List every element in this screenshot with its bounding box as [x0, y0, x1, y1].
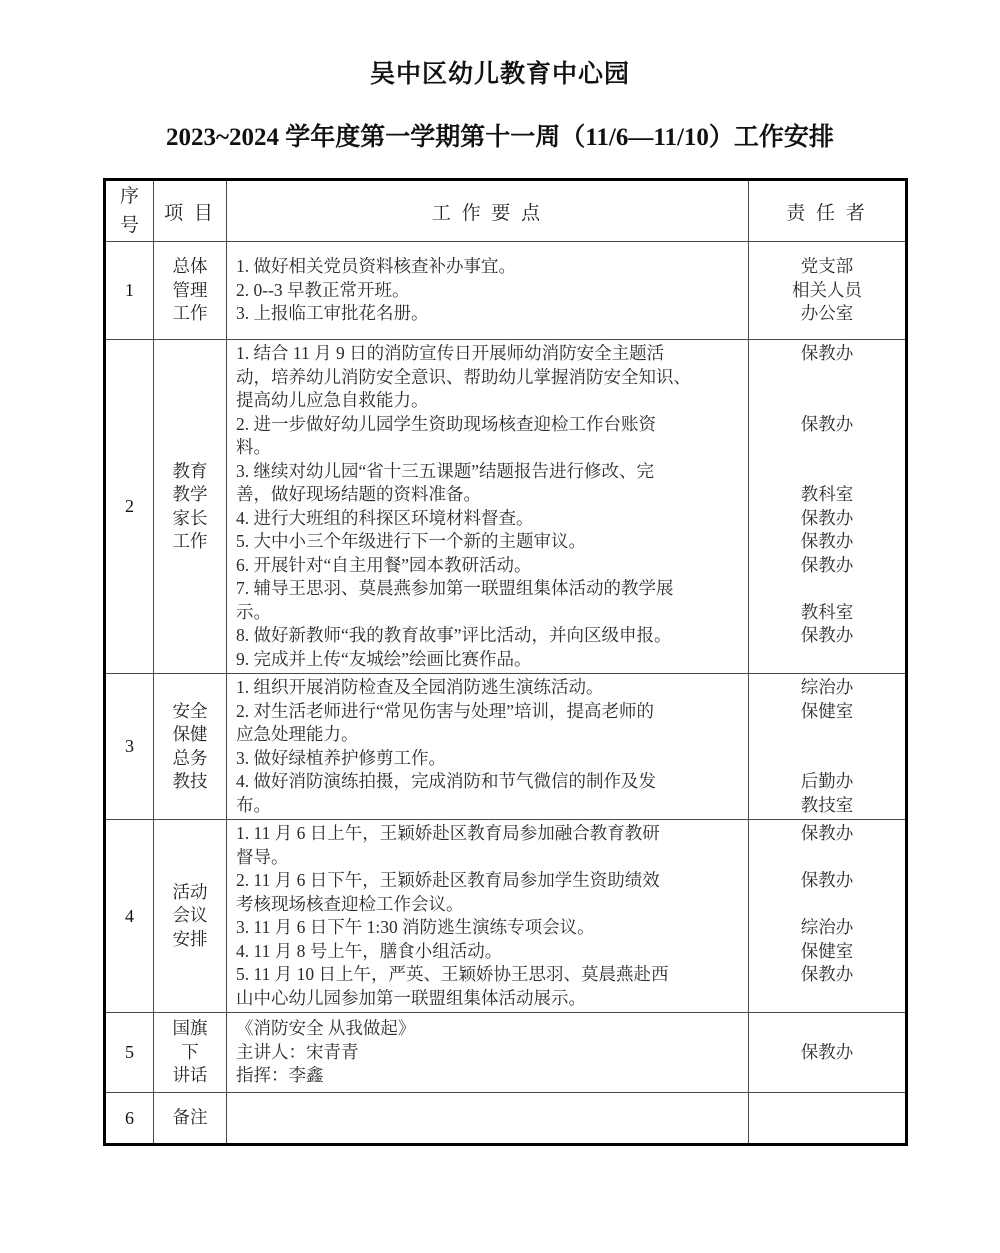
responsible-line: 保教办 — [800, 413, 854, 434]
work-point-line: 《消防安全 从我做起》 — [236, 1018, 416, 1039]
responsible-cell — [749, 674, 907, 820]
responsible-line: 保教办 — [800, 823, 854, 843]
work-point-line: 5. 大中小三个年级进行下一个新的主题审议。 — [236, 531, 586, 551]
responsible-line: 综治办 — [800, 677, 854, 697]
responsible-line — [749, 747, 905, 771]
project-line: 工作 — [172, 303, 208, 324]
header-no — [105, 180, 154, 242]
work-point-line: 布。 — [236, 794, 271, 815]
responsible-line: 保教办 — [800, 554, 854, 575]
table-row — [105, 674, 907, 820]
work-points-cell — [227, 1013, 749, 1093]
table-row — [105, 242, 907, 340]
work-point-line: 3. 上报临工审批花名册。 — [236, 303, 429, 324]
responsible-line — [749, 389, 905, 413]
work-point-line: 山中心幼儿园参加第一联盟组集体活动展示。 — [236, 987, 586, 1008]
responsible-line: 办公室 — [800, 303, 854, 324]
responsible-line — [749, 893, 905, 917]
table-header-row — [105, 180, 907, 242]
responsible-line — [749, 648, 905, 672]
project-line: 教育 — [172, 460, 208, 481]
work-point-line: 3. 11 月 6 日下午 1:30 消防逃生演练专项会议。 — [236, 917, 595, 937]
work-point-line: 应急处理能力。 — [236, 724, 359, 744]
header-project: 项 目 — [154, 180, 227, 242]
responsible-line: 综治办 — [800, 917, 854, 937]
work-point-line: 提高幼儿应急自救能力。 — [236, 390, 429, 410]
responsible-line — [749, 987, 905, 1011]
row-number: 6 — [105, 1093, 154, 1145]
project-cell — [154, 242, 227, 340]
work-points-cell — [227, 1093, 749, 1145]
project-line: 会议 — [172, 905, 208, 926]
row-number: 3 — [105, 674, 154, 820]
responsible-cell — [749, 1093, 907, 1145]
responsible-line — [749, 1017, 905, 1041]
work-point-line: 2. 0--3 早教正常开班。 — [236, 279, 410, 300]
project-line: 家长 — [172, 507, 208, 528]
responsible-line — [749, 577, 905, 601]
work-point-line: 5. 11 月 10 日上午，严英、王颖娇协王思羽、莫晨燕赴西 — [236, 964, 669, 984]
responsible-line — [749, 846, 905, 870]
responsible-line: 保教办 — [800, 964, 854, 984]
work-point-line: 4. 11 月 8 号上午，膳食小组活动。 — [236, 940, 503, 961]
project-cell — [154, 340, 227, 674]
row-number: 2 — [105, 340, 154, 674]
responsible-line: 保健室 — [800, 940, 854, 961]
work-point-line: 1. 组织开展消防检查及全园消防逃生演练活动。 — [236, 677, 604, 697]
row-number: 5 — [105, 1013, 154, 1093]
responsible-line: 相关人员 — [792, 279, 862, 300]
work-point-line: 指挥：李鑫 — [236, 1065, 324, 1086]
project-line: 下 — [181, 1041, 199, 1062]
schedule-table-body — [105, 242, 907, 1145]
project-line: 安全 — [172, 700, 208, 721]
table-row — [105, 340, 907, 674]
work-point-line: 示。 — [236, 601, 271, 622]
work-points-cell — [227, 242, 749, 340]
responsible-cell — [749, 340, 907, 674]
responsible-line — [749, 366, 905, 390]
table-row — [105, 1013, 907, 1093]
responsible-line — [749, 723, 905, 747]
work-point-line: 8. 做好新教师“我的教育故事”评比活动，并向区级申报。 — [236, 625, 672, 645]
project-cell — [154, 1013, 227, 1093]
responsible-cell — [749, 1013, 907, 1093]
responsible-line: 保教办 — [800, 343, 854, 363]
row-number: 4 — [105, 820, 154, 1013]
document-page — [0, 54, 1000, 1253]
responsible-line: 保教办 — [800, 870, 854, 890]
responsible-line: 保教办 — [800, 507, 854, 528]
responsible-line: 保健室 — [800, 700, 854, 721]
schedule-table — [103, 178, 908, 1146]
project-line: 管理 — [172, 279, 208, 300]
responsible-cell — [749, 242, 907, 340]
project-line: 教技 — [172, 771, 208, 791]
project-line: 教学 — [172, 484, 208, 504]
work-points-cell — [227, 674, 749, 820]
project-line: 总务 — [172, 747, 208, 768]
project-line: 活动 — [172, 881, 208, 902]
work-point-line: 1. 做好相关党员资料核查补办事宜。 — [236, 256, 516, 277]
project-cell — [154, 1093, 227, 1145]
work-point-line: 3. 做好绿植养护修剪工作。 — [236, 747, 446, 768]
work-point-line: 4. 进行大班组的科探区环境材料督查。 — [236, 507, 534, 528]
project-line: 讲话 — [172, 1065, 208, 1086]
header-responsible: 责 任 者 — [749, 180, 907, 242]
project-line: 国旗 — [172, 1018, 208, 1039]
responsible-line — [749, 436, 905, 460]
responsible-line — [749, 460, 905, 484]
work-point-line: 主讲人：宋青青 — [236, 1041, 359, 1062]
work-point-line: 1. 11 月 6 日上午，王颖娇赴区教育局参加融合教育教研 — [236, 823, 660, 843]
project-line: 备注 — [172, 1107, 208, 1128]
project-line: 工作 — [172, 531, 208, 551]
responsible-line: 党支部 — [800, 256, 854, 277]
work-point-line: 1. 结合 11 月 9 日的消防宣传日开展师幼消防安全主题活 — [236, 343, 665, 363]
work-point-line: 7. 辅导王思羽、莫晨燕参加第一联盟组集体活动的教学展 — [236, 578, 674, 598]
table-row — [105, 1093, 907, 1145]
responsible-line — [749, 1064, 905, 1088]
responsible-line: 教科室 — [800, 484, 854, 504]
work-point-line: 6. 开展针对“自主用餐”园本教研活动。 — [236, 554, 532, 575]
work-point-line: 2. 11 月 6 日下午，王颖娇赴区教育局参加学生资助绩效 — [236, 870, 660, 890]
responsible-line: 保教办 — [800, 1041, 854, 1062]
work-points-cell — [227, 340, 749, 674]
responsible-line: 保教办 — [800, 531, 854, 551]
doc-subtitle: 2023~2024 学年度第一学期第十一周（11/6—11/10）工作安排 — [166, 124, 834, 151]
header-no-label: 序号 — [119, 185, 139, 236]
work-point-line: 2. 进一步做好幼儿园学生资助现场核查迎检工作台账资 — [236, 413, 656, 434]
project-line: 安排 — [172, 928, 208, 949]
project-line: 保健 — [172, 724, 208, 744]
row-number: 1 — [105, 242, 154, 340]
table-row — [105, 820, 907, 1013]
work-point-line: 善，做好现场结题的资料准备。 — [236, 484, 481, 504]
work-point-line: 4. 做好消防演练拍摄，完成消防和节气微信的制作及发 — [236, 771, 656, 791]
work-point-line: 3. 继续对幼儿园“省十三五课题”结题报告进行修改、完 — [236, 460, 655, 481]
work-point-line: 考核现场核查迎检工作会议。 — [236, 893, 464, 914]
doc-title: 吴中区幼儿教育中心园 — [369, 61, 630, 88]
work-point-line: 2. 对生活老师进行“常见伤害与处理”培训，提高老师的 — [236, 700, 655, 721]
project-cell — [154, 820, 227, 1013]
project-line: 总体 — [172, 256, 208, 277]
responsible-line: 教技室 — [800, 794, 854, 815]
work-point-line: 料。 — [236, 437, 271, 457]
responsible-cell — [749, 820, 907, 1013]
work-points-cell — [227, 820, 749, 1013]
header-work-points: 工 作 要 点 — [227, 180, 749, 242]
work-point-line: 9. 完成并上传“友城绘”绘画比赛作品。 — [236, 648, 532, 669]
responsible-line: 保教办 — [800, 625, 854, 645]
responsible-line: 后勤办 — [800, 771, 854, 791]
work-point-line: 动，培养幼儿消防安全意识、帮助幼儿掌握消防安全知识、 — [236, 366, 691, 387]
project-cell — [154, 674, 227, 820]
responsible-line: 教科室 — [800, 601, 854, 622]
work-point-line: 督导。 — [236, 846, 289, 867]
